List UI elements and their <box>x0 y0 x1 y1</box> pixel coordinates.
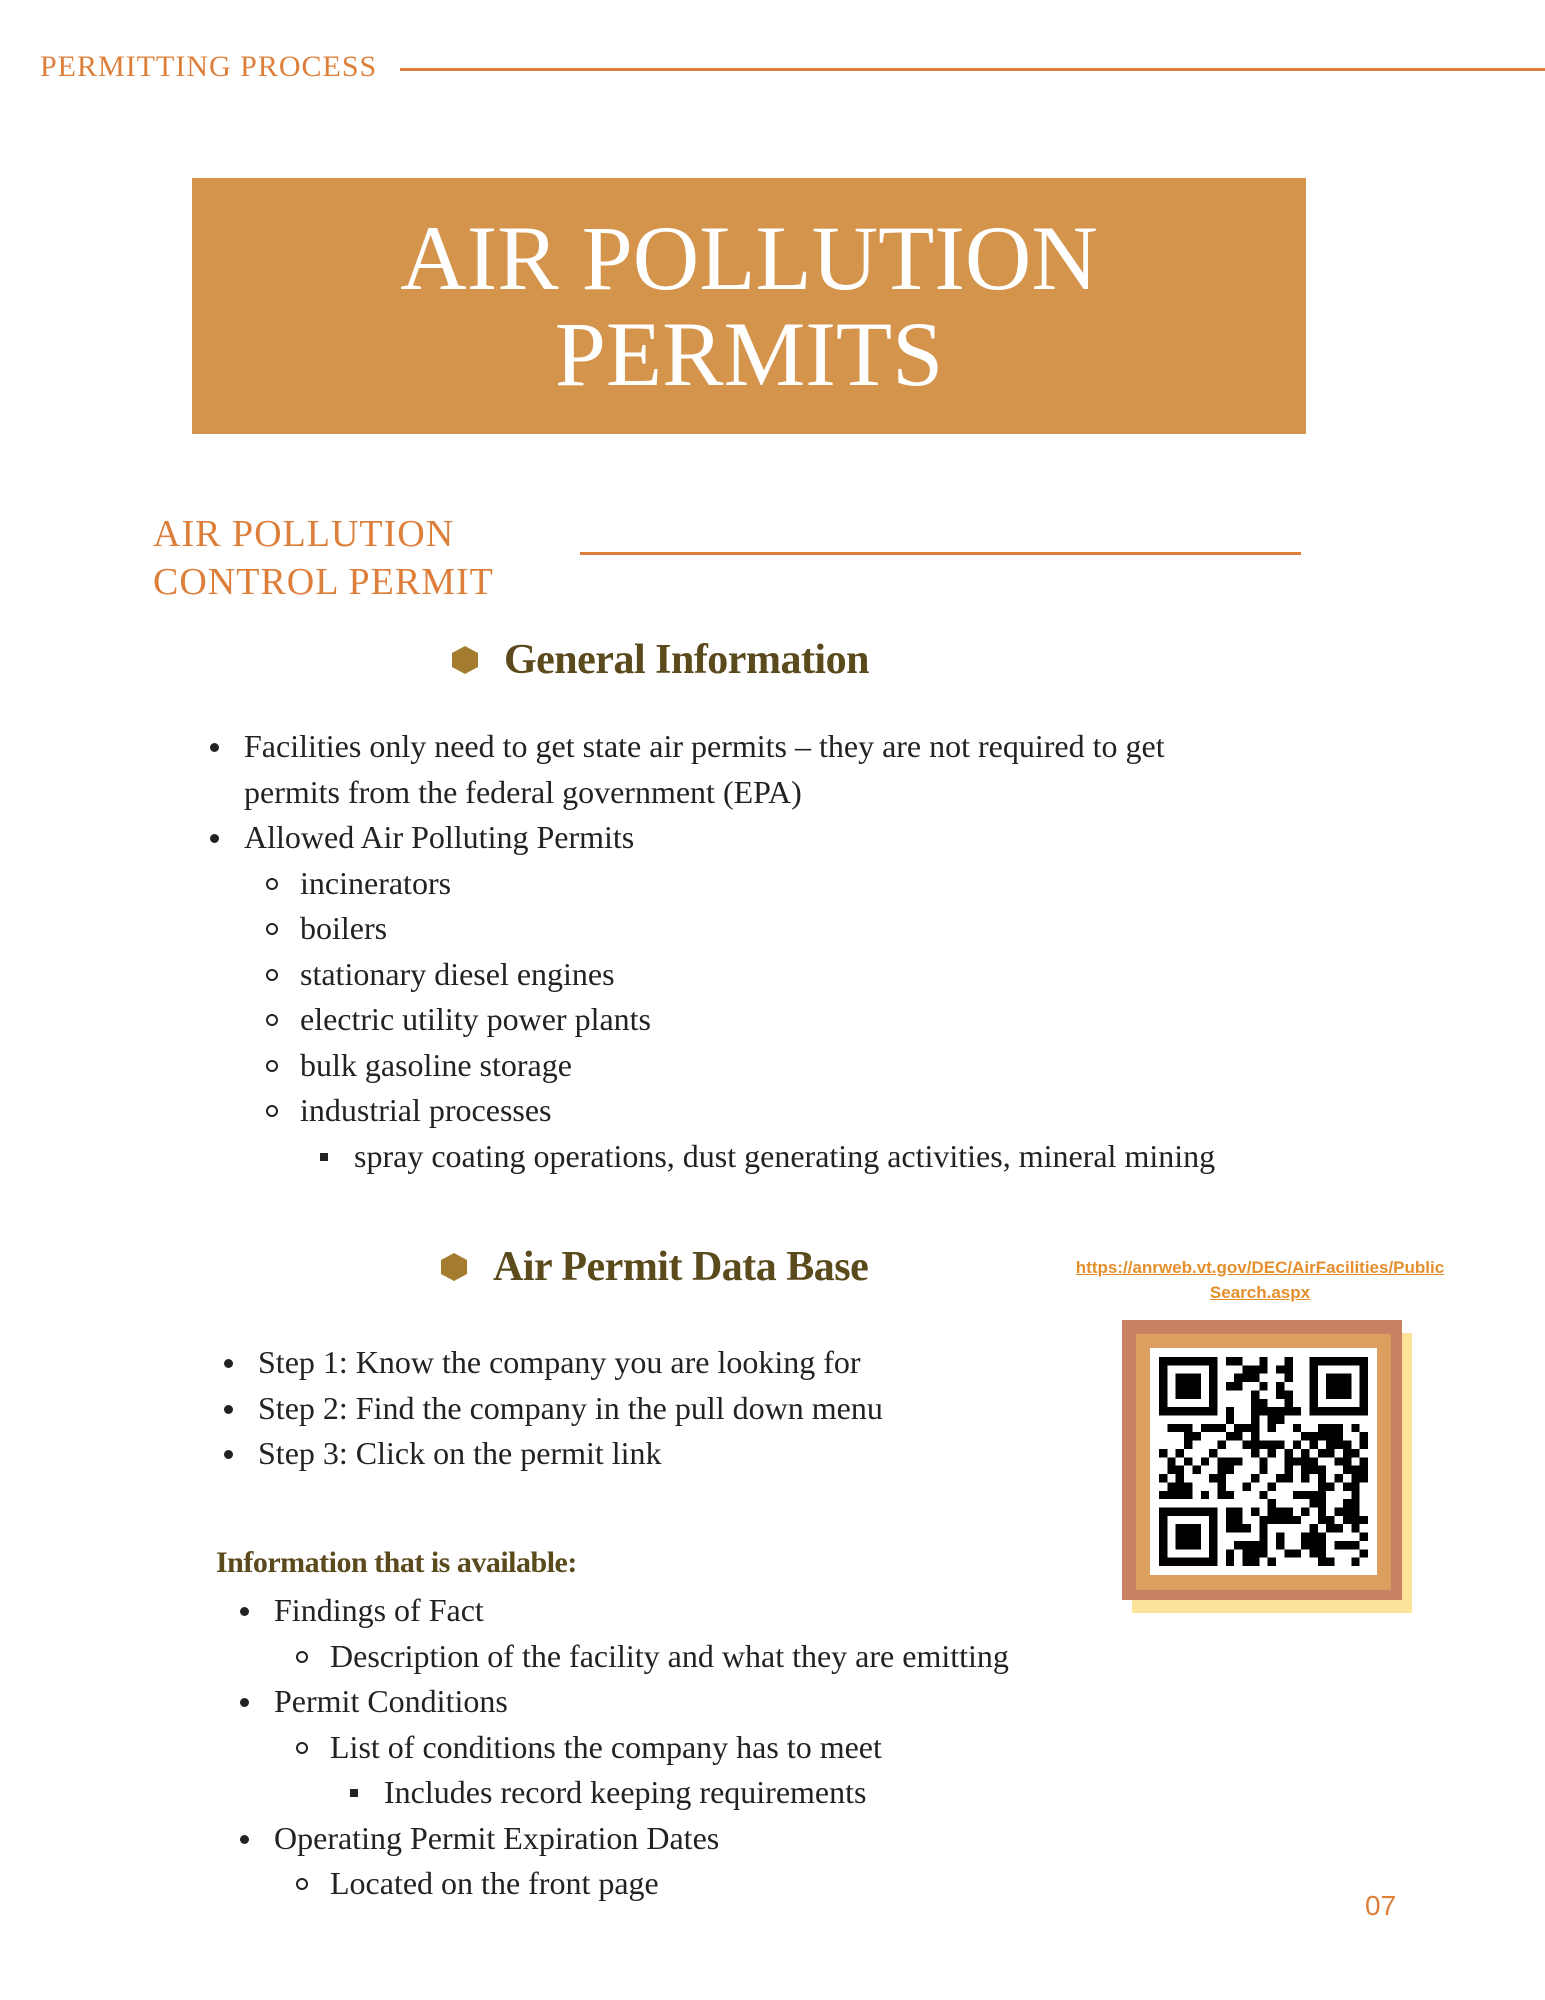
list-item: boilers <box>262 906 1354 952</box>
subheading <box>153 510 494 606</box>
conditions-sub-sub-list <box>346 1770 1134 1816</box>
qr-code[interactable] <box>1150 1348 1377 1575</box>
general-heading: General Information <box>504 637 869 683</box>
list-item: Step 1: Know the company you are looking for <box>218 1340 918 1386</box>
list-item <box>234 1679 1134 1816</box>
list-item: electric utility power plants <box>262 997 1354 1043</box>
list-item: Description of the facility and what they are emitting <box>292 1634 1134 1680</box>
expiration-dates: Operating Permit Expiration Dates <box>274 1819 720 1856</box>
findings-of-fact: Findings of Fact <box>274 1592 484 1628</box>
title-line-1: AIR POLLUTION <box>400 207 1098 309</box>
general-list <box>204 724 1354 1179</box>
findings-sub-list <box>292 1634 1134 1680</box>
list-item: Includes record keeping requirements <box>346 1770 1134 1816</box>
list-item: bulk gasoline storage <box>262 1043 1354 1089</box>
list-item: Step 2: Find the company in the pull down menu <box>218 1386 918 1432</box>
conditions-description: List of conditions the company has to meet <box>330 1728 882 1765</box>
list-item: spray coating operations, dust generating activities, mineral mining <box>316 1134 1354 1180</box>
list-item <box>262 1088 1354 1179</box>
page-title <box>400 207 1098 405</box>
list-item <box>234 1588 1134 1679</box>
list-item <box>204 724 1354 815</box>
list-item <box>204 815 1354 1179</box>
list-item: Step 3: Click on the permit link <box>218 1431 918 1477</box>
database-url-link[interactable] <box>1040 1255 1480 1305</box>
industrial-processes: industrial processes <box>300 1092 552 1128</box>
list-item: stationary diesel engines <box>262 952 1354 998</box>
general-item-1-line-2: permits from the federal government (EPA) <box>244 773 802 810</box>
general-item-1-line-1: Facilities only need to get state air permits – they are not required to get <box>244 728 1165 764</box>
database-heading: Air Permit Data Base <box>493 1244 869 1290</box>
general-item-2: Allowed Air Polluting Permits <box>244 819 635 855</box>
subheading-rule <box>580 552 1301 555</box>
page-number: 07 <box>1365 1890 1397 1921</box>
hexagon-icon <box>441 1253 467 1281</box>
industrial-processes-list <box>316 1134 1354 1180</box>
expiration-sub-list <box>292 1861 1134 1907</box>
info-heading: Information that is available: <box>216 1546 577 1579</box>
list-item <box>292 1725 1134 1816</box>
title-banner <box>192 178 1306 434</box>
qr-code-icon <box>1159 1357 1368 1566</box>
section-label: PERMITTING PROCESS <box>40 50 378 83</box>
steps-list <box>218 1340 918 1477</box>
permit-conditions: Permit Conditions <box>274 1683 508 1719</box>
url-line-1[interactable]: https://anrweb.vt.gov/DEC/AirFacilities/Public <box>1075 1258 1445 1277</box>
info-list <box>234 1588 1134 1907</box>
section-rule <box>400 68 1545 71</box>
hexagon-icon <box>452 646 478 674</box>
allowed-permits-list <box>262 861 1354 1180</box>
database-heading-row <box>441 1243 868 1291</box>
conditions-sub-list <box>292 1725 1134 1816</box>
list-item <box>234 1816 1134 1907</box>
general-heading-row <box>452 636 869 684</box>
subheading-line-2: CONTROL PERMIT <box>153 561 494 603</box>
list-item: incinerators <box>262 861 1354 907</box>
list-item: Located on the front page <box>292 1861 1134 1907</box>
url-line-2[interactable]: Search.aspx <box>1209 1283 1311 1302</box>
title-line-2: PERMITS <box>554 303 944 405</box>
subheading-line-1: AIR POLLUTION <box>153 513 455 555</box>
